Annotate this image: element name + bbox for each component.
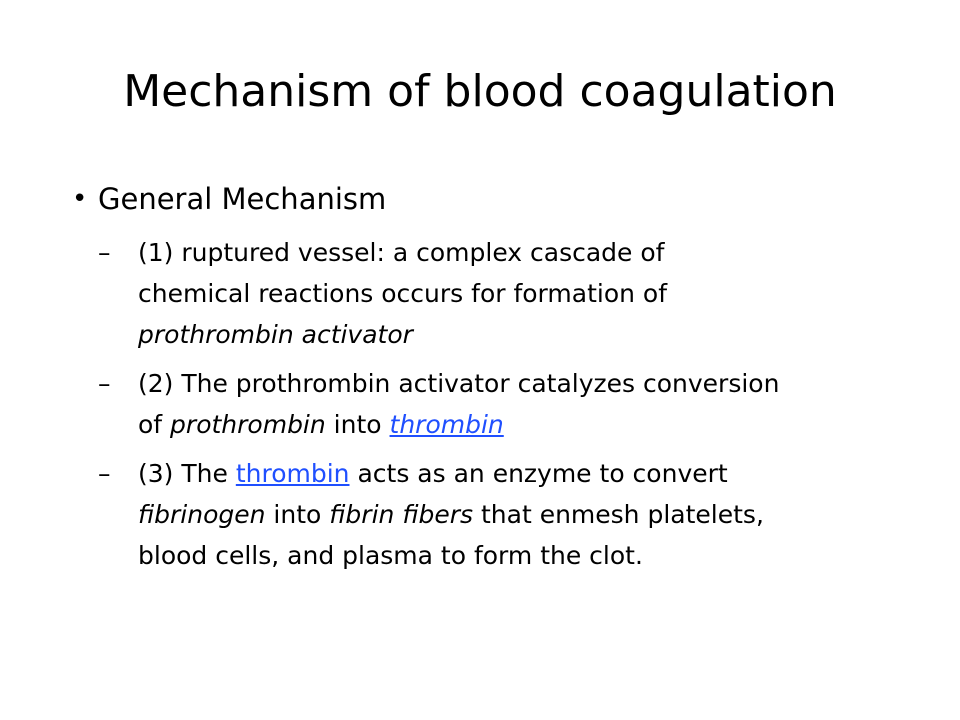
text-into: into (265, 500, 330, 529)
sub-bullet-3-line-2 (138, 494, 922, 535)
sub-bullet-3-line-3: blood cells, and plasma to form the clot. (138, 541, 643, 570)
text-acts: acts as an enzyme to convert (349, 459, 728, 488)
main-bullet-text: General Mechanism (98, 182, 387, 216)
text-enmesh: that enmesh platelets, (473, 500, 764, 529)
main-bullet (72, 178, 922, 220)
slide-title: Mechanism of blood coagulation (123, 66, 837, 117)
term-prothrombin-activator: prothrombin activator (138, 320, 413, 349)
sub-bullet-1-line-1: (1) ruptured vessel: a complex cascade of (138, 238, 665, 267)
dash-icon: – (98, 238, 111, 267)
text-into: into (325, 410, 390, 439)
thrombin-link[interactable]: thrombin (389, 410, 504, 439)
slide-content (72, 178, 922, 584)
dash-icon: – (98, 369, 111, 398)
sub-bullet-1 (72, 232, 922, 355)
term-prothrombin: prothrombin (170, 410, 326, 439)
sub-bullet-2-line-2 (138, 404, 922, 445)
text-the: (3) The (138, 459, 236, 488)
term-fibrin-fibers: fibrin fibers (329, 500, 474, 529)
sub-bullet-1-line-2: chemical reactions occurs for formation of (138, 279, 668, 308)
sub-bullet-3-line-1 (138, 453, 922, 494)
sub-bullet-list (72, 232, 922, 576)
text-of: of (138, 410, 171, 439)
bullet-dot-icon: • (72, 184, 88, 214)
thrombin-link[interactable]: thrombin (235, 459, 350, 488)
dash-icon: – (98, 459, 111, 488)
sub-bullet-1-line-3 (138, 314, 922, 355)
sub-bullet-2-line-1: (2) The prothrombin activator catalyzes conversion (138, 369, 780, 398)
sub-bullet-3 (72, 453, 922, 576)
sub-bullet-2 (72, 363, 922, 445)
term-fibrinogen: fibrinogen (138, 500, 266, 529)
